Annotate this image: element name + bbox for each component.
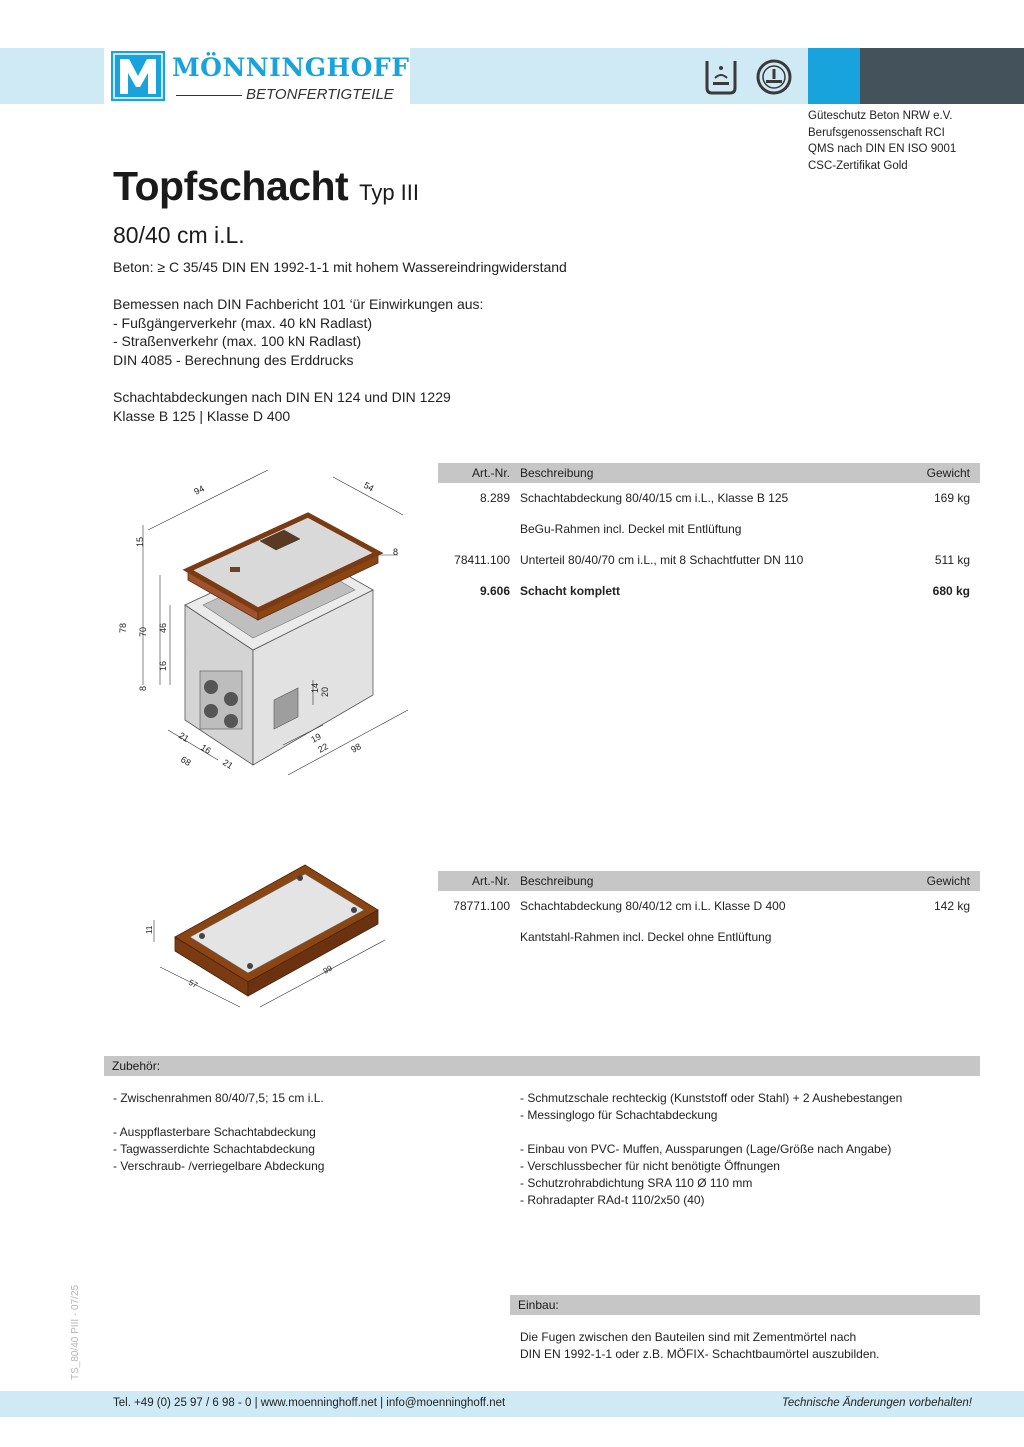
table-header: [438, 871, 980, 891]
dimension-label: 8: [138, 685, 148, 691]
header-accent-dark: [860, 48, 1024, 104]
einbau-title: Einbau:: [518, 1298, 559, 1312]
cell-desc: Schachtabdeckung 80/40/12 cm i.L. Klasse D 400: [520, 899, 786, 913]
lid-lift-slot: [230, 567, 240, 572]
dimension-label: 78: [118, 622, 128, 633]
list-item: - Ausppflasterbare Schachtabdeckung: [113, 1125, 316, 1139]
certificate-seal-icon: [755, 58, 793, 96]
cover-bolt: [297, 875, 303, 881]
dimension-label: 21: [176, 730, 191, 745]
product-type: Typ III: [359, 180, 420, 205]
zubehoer-header: [104, 1056, 980, 1076]
brand-name: MÖNNINGHOFF: [172, 53, 410, 82]
table-row: [438, 545, 980, 576]
table-row: [438, 922, 980, 953]
certification-item: Berufsgenossenschaft RCI: [808, 126, 945, 139]
logo-divider: [176, 95, 242, 96]
cell-art: 8.289: [479, 491, 510, 505]
bemessung-line: - Straßenverkehr (max. 100 kN Radlast): [113, 333, 362, 349]
shaft-drawing: [108, 455, 428, 795]
cell-weight: 511 kg: [934, 553, 970, 567]
list-item: - Verschraub- /verriegelbare Abdeckung: [113, 1159, 325, 1173]
dimension-label: 15: [135, 536, 145, 547]
certification-item: Güteschutz Beton NRW e.V.: [808, 110, 953, 122]
quality-seal-icon: [702, 58, 740, 96]
einbau-header: [510, 1295, 980, 1315]
list-item: - Verschlussbecher für nicht benötigte Öffnungen: [520, 1159, 780, 1173]
beton-spec: Beton: ≥ C 35/45 DIN EN 1992-1-1 mit hohem Wassereindringwiderstand: [113, 259, 567, 275]
table-row: [438, 483, 980, 514]
cover-bolt: [247, 963, 253, 969]
dimension-label: 70: [138, 626, 148, 637]
einbau-line: DIN EN 1992-1-1 oder z.B. MÖFIX- Schachtbaumörtel auszubilden.: [520, 1347, 880, 1361]
zubehoer-title: Zubehör:: [112, 1059, 161, 1073]
dimension-label: 8: [393, 547, 399, 557]
pipe-sleeve-opening: [204, 680, 218, 694]
brand-subtitle: BETONFERTIGTEILE: [246, 86, 394, 103]
dimension-label: 19: [309, 731, 323, 745]
cover-drawing: [140, 862, 400, 1012]
dimension-label: 21: [220, 757, 235, 772]
dimension-label: 99: [321, 963, 334, 976]
dimension-label: 14: [310, 682, 320, 693]
list-item: - Schmutzschale rechteckig (Kunststoff oder Stahl) + 2 Aushebestangen: [520, 1091, 903, 1105]
cell-weight: 142 kg: [933, 899, 970, 913]
table-row-total: [438, 576, 980, 607]
list-item: - Rohradapter RAd-t 110/2x50 (40): [520, 1193, 705, 1207]
bemessung-line: DIN 4085 - Berechnung des Erddrucks: [113, 351, 354, 368]
cover-bolt: [199, 933, 205, 939]
header-art: Art.-Nr.: [472, 466, 510, 480]
cell-desc: Kantstahl-Rahmen incl. Deckel ohne Entlüftung: [520, 930, 772, 944]
footer-contact[interactable]: Tel. +49 (0) 25 97 / 6 98 - 0 | www.moenninghoff.net | info@moenninghoff.net: [113, 1397, 506, 1409]
header-desc: Beschreibung: [520, 466, 594, 480]
cell-desc: Schacht komplett: [520, 584, 621, 598]
header-weight: Gewicht: [926, 874, 970, 888]
dimension-label: 68: [178, 754, 193, 769]
list-item: - Tagwasserdichte Schachtabdeckung: [113, 1142, 315, 1156]
cell-desc: Unterteil 80/40/70 cm i.L., mit 8 Schachtfutter DN 110: [520, 553, 804, 567]
abdeckungen-line: Schachtabdeckungen nach DIN EN 124 und DIN 1229: [113, 389, 451, 405]
bemessung-line: Bemessen nach DIN Fachbericht 101 ‘ür Einwirkungen aus:: [113, 296, 484, 312]
header-art: Art.-Nr.: [472, 874, 510, 888]
logo-m-icon: [110, 50, 166, 102]
certification-item: QMS nach DIN EN ISO 9001: [808, 143, 957, 155]
article-table-2: [438, 871, 980, 953]
dimension-label: 16: [158, 660, 168, 671]
footer: [0, 1391, 1024, 1417]
dimension-label: 57: [187, 977, 200, 990]
einbau-text: [520, 1329, 880, 1363]
cell-art: 78771.100: [453, 899, 510, 913]
bemessung-line: - Fußgängerverkehr (max. 40 kN Radlast): [113, 314, 373, 331]
dimension-label: 54: [362, 479, 376, 494]
header-desc: Beschreibung: [520, 874, 594, 888]
dimension-label: 46: [158, 622, 168, 633]
header-accent-blue: [808, 48, 860, 104]
dimension-label: 16: [198, 742, 213, 757]
dimension-label: 98: [349, 741, 363, 755]
table-row: [438, 514, 980, 545]
cell-art: 9.606: [479, 584, 510, 598]
table-row: [438, 891, 980, 922]
list-item: - Zwischenrahmen 80/40/7,5; 15 cm i.L.: [113, 1091, 324, 1105]
dimension-label: 11: [145, 925, 154, 934]
cover-bolt: [351, 907, 357, 913]
pipe-sleeve-opening: [204, 704, 218, 718]
zubehoer-list-right: [520, 1090, 902, 1209]
abdeckungen-line: Klasse B 125 | Klasse D 400: [113, 407, 291, 424]
zubehoer-list-left: [113, 1090, 324, 1175]
document-code: TS_80/40 PIII - 07/25: [70, 1284, 81, 1380]
einbau-line: Die Fugen zwischen den Bauteilen sind mit Zementmörtel nach: [520, 1330, 857, 1344]
dimension-label: 22: [316, 741, 330, 755]
bemessung-block: [113, 295, 483, 369]
list-item: - Einbau von PVC- Muffen, Aussparungen (Lage/Größe nach Angabe): [520, 1142, 892, 1156]
cell-art: 78411.100: [454, 553, 510, 567]
pipe-sleeve-opening: [224, 714, 238, 728]
header-weight: Gewicht: [926, 466, 970, 480]
page-title: [113, 163, 419, 210]
cell-desc: BeGu-Rahmen incl. Deckel mit Entlüftung: [520, 522, 742, 536]
list-item: - Schutzrohrabdichtung SRA 110 Ø 110 mm: [520, 1176, 753, 1190]
dimension-label: 94: [192, 483, 206, 497]
pipe-sleeve-opening: [224, 692, 238, 706]
list-item: - Messinglogo für Schachtabdeckung: [520, 1108, 718, 1122]
footer-disclaimer: Technische Änderungen vorbehalten!: [781, 1397, 972, 1409]
product-size: 80/40 cm i.L.: [113, 222, 245, 248]
certification-item: CSC-Zertifikat Gold: [808, 159, 908, 172]
cell-weight: 169 kg: [933, 491, 970, 505]
product-title: Topfschacht: [113, 163, 349, 209]
cell-desc: Schachtabdeckung 80/40/15 cm i.L., Klasse B 125: [520, 491, 789, 505]
table-header: [438, 463, 980, 483]
certifications: [808, 108, 956, 174]
cell-weight: 680 kg: [932, 584, 970, 598]
article-table-1: [438, 463, 980, 607]
dimension-label: 20: [320, 686, 330, 697]
abdeckungen-block: [113, 388, 451, 425]
